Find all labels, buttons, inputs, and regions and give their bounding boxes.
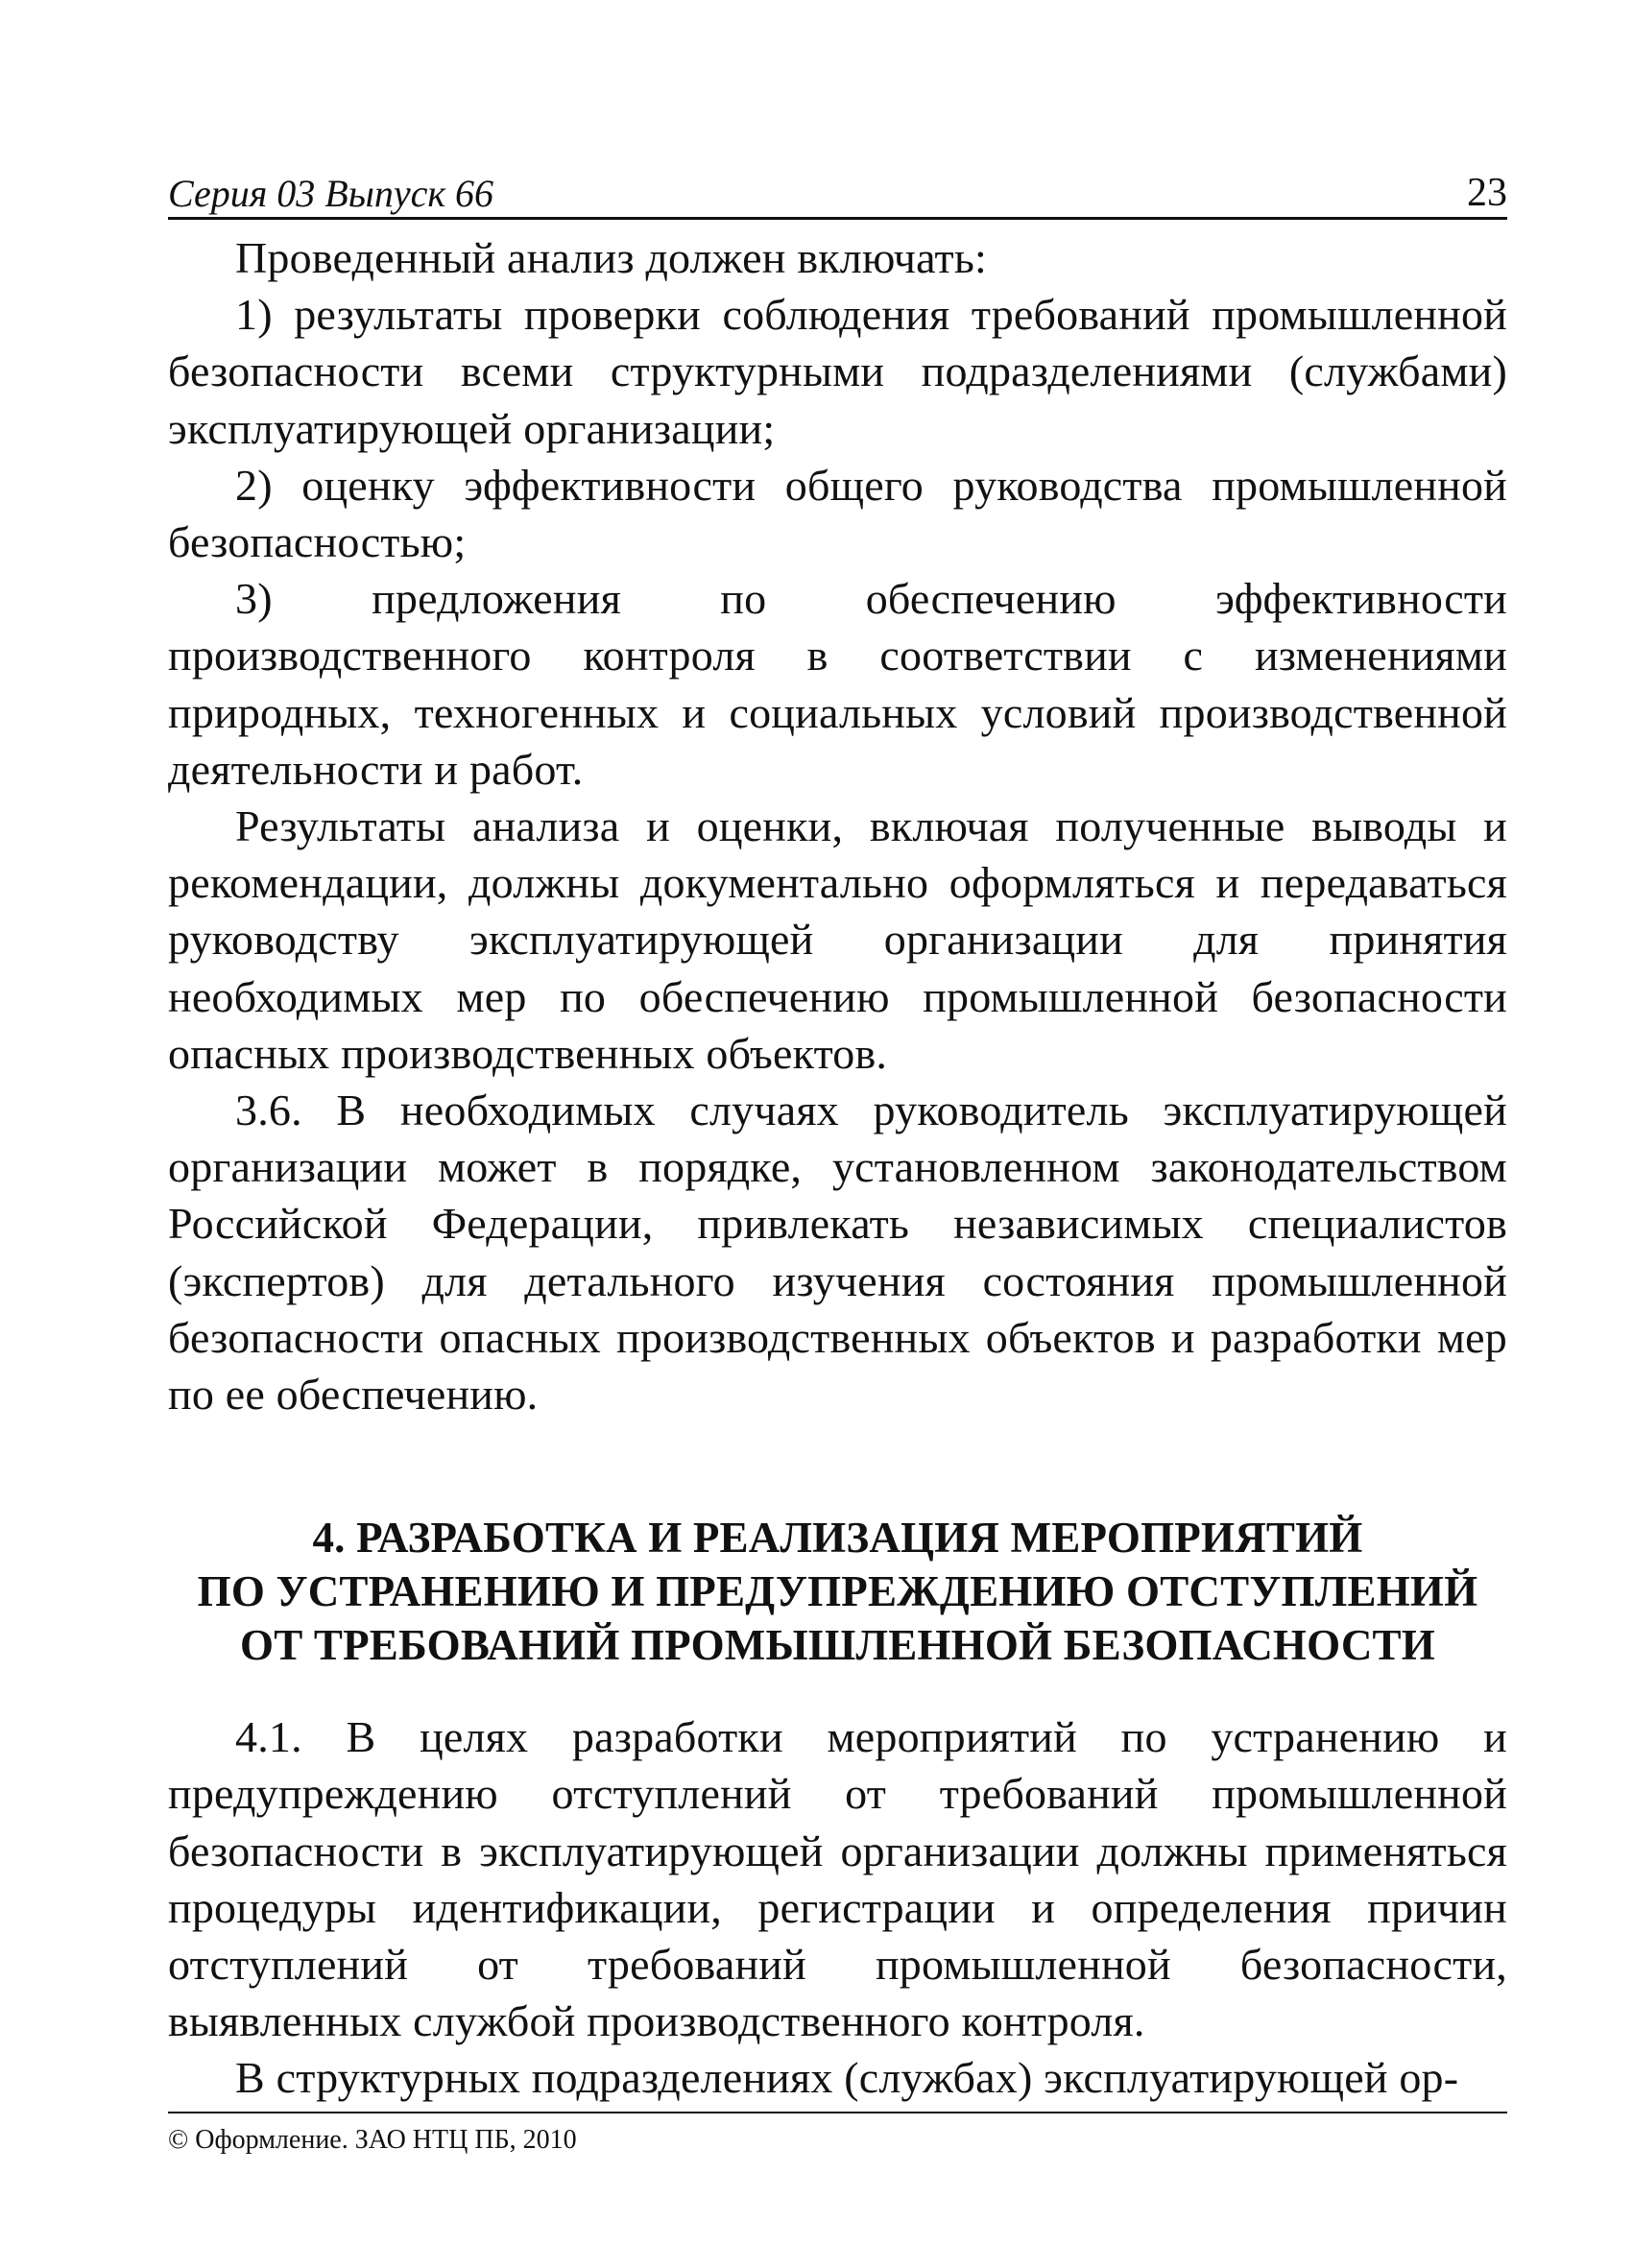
section-heading-line: 4. РАЗРАБОТКА И РЕАЛИЗАЦИЯ МЕРОПРИЯТИЙ [312, 1514, 1363, 1563]
running-header [168, 163, 1507, 220]
paragraph: В структурных подразделениях (службах) эксплуатирующей ор- [235, 2053, 1459, 2103]
list-item-paragraph: 3) предложения по обеспечению эффективности производственного контроля в соответствии с изменениями природных, техногенных и социальных условий производственной деятельности и работ. [168, 574, 1507, 794]
document-page [168, 163, 1507, 2107]
paragraph: Проведенный анализ должен включать: [235, 233, 987, 282]
list-item-paragraph: 1) результаты проверки соблюдения требований промышленной безопасности всеми структурными подразделениями (службами) эксплуатирующей организации; [168, 290, 1507, 453]
page-footer [168, 2112, 1507, 2154]
clause-paragraph: 4.1. В целях разработки мероприятий по устранению и предупреждению отступлений от требований промышленной безопасности в эксплуатирующей организации должны применяться процедуры идентификации, регистрации и определения причин отступлений от требований промышленной безопасности, выявленных службой производственного контроля. [168, 1712, 1507, 2046]
clause-paragraph: 3.6. В необходимых случаях руководитель эксплуатирующей организации может в порядке, установленном законодательством Российской Федерации, привлекать независимых специалистов (экспертов) для детального изучения состояния промышленной безопасности опасных производственных объектов и разработки мер по ее обеспечению. [168, 1086, 1507, 1420]
running-title: Серия 03 Выпуск 66 [168, 172, 494, 215]
copyright-notice: © Оформление. ЗАО НТЦ ПБ, 2010 [168, 2125, 577, 2155]
section-heading-line: ОТ ТРЕБОВАНИЙ ПРОМЫШЛЕННОЙ БЕЗОПАСНОСТИ [240, 1621, 1435, 1670]
list-item-paragraph: 2) оценку эффективности общего руководства промышленной безопасностью; [168, 460, 1507, 567]
page-number: 23 [1467, 171, 1507, 215]
section-heading [168, 1511, 1507, 1672]
section-heading-line: ПО УСТРАНЕНИЮ И ПРЕДУПРЕЖДЕНИЮ ОТСТУПЛЕНИЙ [197, 1567, 1478, 1616]
body-text [168, 229, 1507, 2107]
paragraph: Результаты анализа и оценки, включая полученные выводы и рекомендации, должны документально оформляться и передаваться руководству эксплуатирующей организации для принятия необходимых мер по обеспечению промышленной безопасности опасных производственных объектов. [168, 801, 1507, 1078]
